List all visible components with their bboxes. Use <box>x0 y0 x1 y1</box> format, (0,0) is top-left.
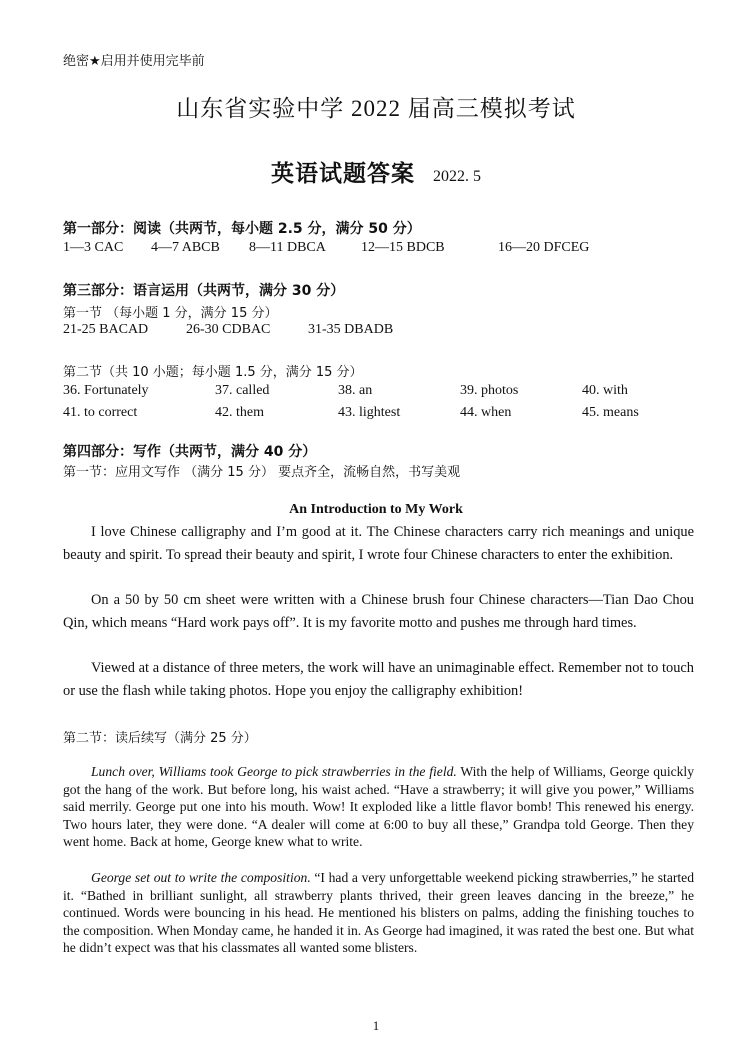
essay-paragraph: I love Chinese calligraphy and I’m good at it. The Chinese characters carry rich meanings and unique beauty and spirit. To spread their beauty and spirit, I wrote four Chinese characters to enter the exhibition. <box>63 524 694 563</box>
continuation-paragraph <box>63 869 694 957</box>
answer-item: 4—7 ABCB <box>151 240 220 255</box>
answer-item: 12—15 BDCB <box>361 240 445 255</box>
answer-item: 45. means <box>582 405 639 420</box>
part4-sec1-label: 第一节：应用文写作 （满分 15 分） 要点齐全，流畅自然，书写美观 <box>63 465 461 480</box>
confidential-label: 绝密★启用并使用完毕前 <box>63 54 205 69</box>
page-number: 1 <box>372 1018 380 1033</box>
answer-item: 16—20 DFCEG <box>498 240 590 255</box>
document-title <box>0 155 752 188</box>
answer-item: 1—3 CAC <box>63 240 124 255</box>
continuation-body: With the help of Williams, George quickly got the hang of the work. But before long, his waist ached. “Have a strawberry; it will give you power,” Williams said merrily. George put one into his mouth. Wow! It exploded like a little flavor bomb! This renewed his energy. Two hours later, they were done. “A dealer will come at 6:00 to buy all these,” Grandpa told George. Then they went home. Back at home, George knew what to write. <box>63 764 694 850</box>
answer-item: 38. an <box>338 383 373 398</box>
answer-item: 43. lightest <box>338 405 401 420</box>
continuation-lead-sentence: Lunch over, Williams took George to pick strawberries in the field. <box>91 764 457 779</box>
answer-item: 39. photos <box>460 383 519 398</box>
part3-sec2-label: 第二节（共 10 小题；每小题 1.5 分，满分 15 分） <box>63 365 363 380</box>
essay-title: An Introduction to My Work <box>289 502 463 517</box>
part4-heading: 第四部分：写作（共两节，满分 40 分） <box>63 444 317 460</box>
school-exam-title: 山东省实验中学 2022 届高三模拟考试 <box>176 96 576 121</box>
part4-sec2-label: 第二节：读后续写（满分 25 分） <box>63 731 257 746</box>
part3-heading: 第三部分：语言运用（共两节，满分 30 分） <box>63 283 345 299</box>
answer-item: 36. Fortunately <box>63 383 149 398</box>
answer-item: 8—11 DBCA <box>249 240 326 255</box>
answer-item: 37. called <box>215 383 270 398</box>
essay-paragraph: Viewed at a distance of three meters, the work will have an unimaginable effect. Remember not to touch or use the flash while taking photos. Hope you enjoy the calligraphy exhibition! <box>63 660 694 699</box>
continuation-body: “I had a very unforgettable weekend picking strawberries,” he started it. “Bathed in brilliant sunlight, all strawberry plants thrived, their green leaves dancing in the breeze,” he continued. Words were bouncing in his head. He mentioned his blisters on palms, adding the finishing touches to the composition. When Monday came, he handed it in. As George had imagined, it was rated the best one. But what he didn’t expect was that his classmates all wanted some blisters. <box>63 870 694 956</box>
answer-item: 21-25 BACAD <box>63 322 149 337</box>
answer-item: 31-35 DBADB <box>308 322 394 337</box>
essay-paragraph: On a 50 by 50 cm sheet were written with a Chinese brush four Chinese characters—Tian Dao Chou Qin, which means “Hard work pays off”. It is my favorite motto and pushes me through hard times. <box>63 592 694 631</box>
answer-item: 44. when <box>460 405 512 420</box>
answer-item: 26-30 CDBAC <box>186 322 271 337</box>
continuation-lead-sentence: George set out to write the composition. <box>91 870 311 885</box>
doc-date: 2022. 5 <box>433 168 481 185</box>
answer-item: 40. with <box>582 383 628 398</box>
doc-title-text: 英语试题答案 <box>271 161 415 187</box>
answer-item: 41. to correct <box>63 405 138 420</box>
continuation-paragraph <box>63 763 694 851</box>
part3-sec1-label: 第一节 （每小题 1 分，满分 15 分） <box>63 306 278 321</box>
answer-item: 42. them <box>215 405 264 420</box>
part1-heading: 第一部分：阅读（共两节，每小题 2.5 分，满分 50 分） <box>63 221 421 237</box>
